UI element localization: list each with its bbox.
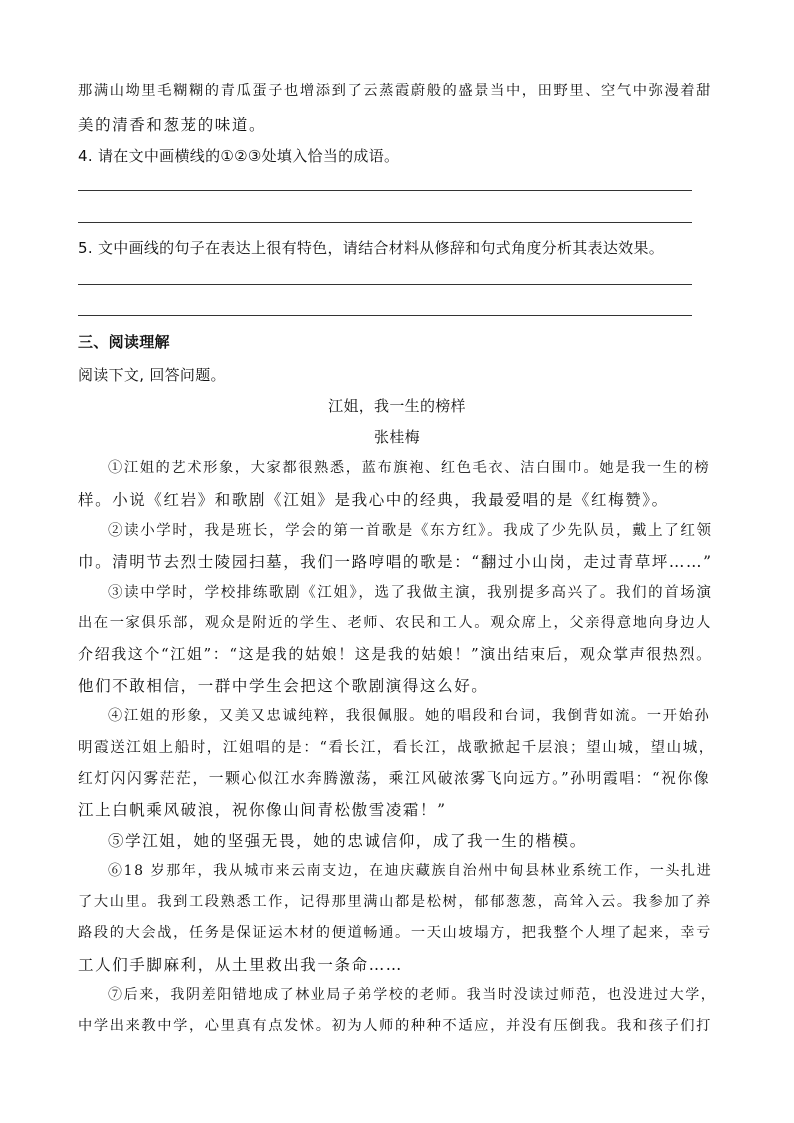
- answer-line-q5-2[interactable]: [78, 315, 692, 316]
- article-line: ④江姐的形象，又美又忠诚纯粹，我很佩服。她的唱段和台词，我倒背如流。一开始孙: [108, 708, 711, 724]
- question-4: 4. 请在文中画横线的①②③处填入恰当的成语。: [78, 147, 400, 165]
- article-line: 江上白帆乘风破浪，祝你像山间青松傲雪凌霜！”: [78, 801, 447, 819]
- article-line: 中学出来教中学，心里真有点发怵。初为人师的种种不适应，并没有压倒我。我和孩子们打: [78, 1018, 713, 1034]
- article-line: 明霞送江姐上船时，江姐唱的是：“看长江，看长江，战歌掀起千层浪；望山城，望山城，: [78, 740, 715, 756]
- article-line: 工人们手脚麻利，从土里救出我一条命……: [78, 956, 403, 974]
- article-title: 江姐，我一生的榜样: [328, 397, 466, 415]
- article-line: 样。小说《红岩》和歌剧《江姐》是我心中的经典，我最爱唱的是《红梅赞》。: [78, 491, 669, 509]
- article-line: ②读小学时，我是班长，学会的第一首歌是《东方红》。我成了少先队员，戴上了红领: [108, 523, 713, 539]
- intro-line-1: 那满山坳里毛糊糊的青瓜蛋子也增添到了云蒸霞蔚般的盛景当中，田野里、空气中弥漫着甜: [78, 83, 713, 99]
- article-line: ③读中学时，学校排练歌剧《江姐》，选了我做主演，我别提多高兴了。我们的首场演: [108, 585, 713, 601]
- article-line: 了大山里。我到工段熟悉工作，记得那里满山都是松树，郁郁葱葱，高耸入云。我参加了养: [78, 894, 713, 910]
- article-line: ⑦后来，我阴差阳错地成了林业局子弟学校的老师。我当时没读过师范，也没进过大学，: [108, 987, 717, 1003]
- article-line: ⑥18 岁那年，我从城市来云南支边，在迪庆藏族自治州中甸县林业系统工作，一头扎进: [108, 863, 713, 879]
- article-line: 他们不敢相信，一群中学生会把这个歌剧演得这么好。: [78, 677, 489, 695]
- article-line: 路段的大会战，任务是保证运木材的便道畅通。一天山坡塌方，把我整个人埋了起来，幸亏: [78, 925, 713, 941]
- answer-line-q4-2[interactable]: [78, 222, 692, 223]
- article-line: 出在一家俱乐部，观众是附近的学生、老师、农民和工人。观众席上，父亲得意地向身边人: [78, 615, 713, 631]
- article-line: 介绍我这个“江姐”：“这是我的姑娘！这是我的姑娘！”演出结束后，观众掌声很热烈。: [78, 645, 713, 663]
- article-line: ①江姐的艺术形象，大家都很熟悉，蓝布旗袍、红色毛衣、洁白围巾。她是我一生的榜: [108, 460, 711, 476]
- answer-line-q5-1[interactable]: [78, 284, 692, 285]
- intro-line-2: 美的清香和葱茏的味道。: [78, 116, 267, 134]
- article-line: 巾。清明节去烈士陵园扫墓，我们一路哼唱的歌是：“翻过小山岗，走过青草坪……”: [78, 553, 713, 571]
- article-line: ⑤学江姐，她的坚强无畏，她的忠诚信仰，成了我一生的楷模。: [108, 832, 587, 850]
- section-instruction: 阅读下文, 回答问题。: [78, 366, 226, 384]
- answer-line-q4-1[interactable]: [78, 190, 692, 191]
- section-heading: 三、阅读理解: [78, 333, 170, 351]
- article-line: 红灯闪闪雾茫茫，一颗心似江水奔腾激荡，乘江风破浓雾飞向远方。”孙明霞唱：“祝你像: [78, 770, 711, 787]
- article-author: 张桂梅: [374, 428, 420, 446]
- question-5: 5. 文中画线的句子在表达上很有特色，请结合材料从修辞和句式角度分析其表达效果。: [78, 239, 665, 257]
